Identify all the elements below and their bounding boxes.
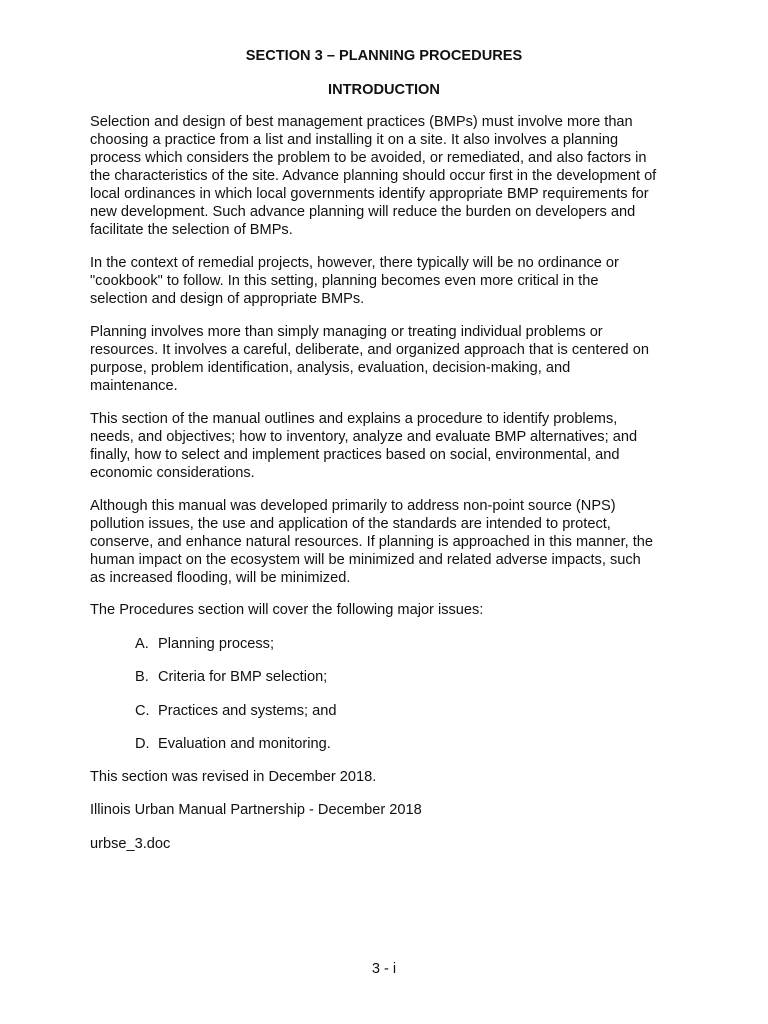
list-marker: C. [135,703,150,719]
paragraph-line: choosing a practice from a list and installing it on a site. It also involves a planning [90,132,619,148]
document-filename: urbse_3.doc [90,836,171,852]
list-intro: The Procedures section will cover the following major issues: [90,602,484,618]
paragraph-line: new development. Such advance planning will reduce the burden on developers and [90,204,636,220]
paragraph-line: process which considers the problem to be avoided, or remediated, and also factors in [90,150,647,166]
list-item [135,702,336,720]
introduction-heading: INTRODUCTION [328,82,440,98]
revision-note: This section was revised in December 2018. [90,769,377,785]
paragraph-line: Selection and design of best management practices (BMPs) must involve more than [90,114,633,130]
section-title: SECTION 3 – PLANNING PROCEDURES [245,48,523,64]
paragraph-line: finally, how to select and implement practices based on social, environmental, and [90,447,620,463]
paragraph-line: In the context of remedial projects, however, there typically will be no ordinance or [90,255,619,271]
paragraph-line: pollution issues, the use and application of the standards are intended to protect, [90,516,611,532]
paragraph-nps-pollution [90,497,690,587]
paragraph-line: This section of the manual outlines and explains a procedure to identify problems, [90,411,618,427]
paragraph-line: maintenance. [90,378,178,394]
list-marker: A. [135,636,149,652]
paragraph-line: purpose, problem identification, analysis, evaluation, decision-making, and [90,360,571,376]
paragraph-line: "cookbook" to follow. In this setting, planning becomes even more critical in the [90,273,599,289]
paragraph-line: human impact on the ecosystem will be minimized and related adverse impacts, such [90,552,641,568]
list-item [135,735,331,753]
list-item-text: Practices and systems; and [158,703,337,719]
list-marker: B. [135,669,149,685]
paragraph-line: selection and design of appropriate BMPs. [90,291,365,307]
paragraph-line: facilitate the selection of BMPs. [90,222,293,238]
paragraph-line: as increased flooding, will be minimized. [90,570,351,586]
paragraph-line: economic considerations. [90,465,255,481]
list-item-text: Planning process; [158,636,275,652]
paragraph-line: conserve, and enhance natural resources. If planning is approached in this manner, the [90,534,654,550]
paragraph-remedial-projects [90,254,690,308]
paragraph-bmp-selection [90,113,690,239]
paragraph-line: local ordinances in which local governments identify appropriate BMP requirements for [90,186,649,202]
paragraph-line: Although this manual was developed primarily to address non-point source (NPS) [90,498,616,514]
paragraph-line: needs, and objectives; how to inventory, analyze and evaluate BMP alternatives; and [90,429,638,445]
paragraph-line: resources. It involves a careful, deliberate, and organized approach that is centered on [90,342,649,358]
paragraph-line: Planning involves more than simply managing or treating individual problems or [90,324,603,340]
list-item [135,668,327,686]
list-marker: D. [135,736,150,752]
paragraph-planning-approach [90,323,690,395]
partnership-line: Illinois Urban Manual Partnership - December 2018 [90,802,422,818]
paragraph-line: the characteristics of the site. Advance planning should occur first in the development of [90,168,657,184]
page-number: 3 - i [371,961,397,977]
list-item [135,635,274,653]
paragraph-section-outline [90,410,690,482]
list-item-text: Evaluation and monitoring. [158,736,331,752]
list-item-text: Criteria for BMP selection; [158,669,328,685]
